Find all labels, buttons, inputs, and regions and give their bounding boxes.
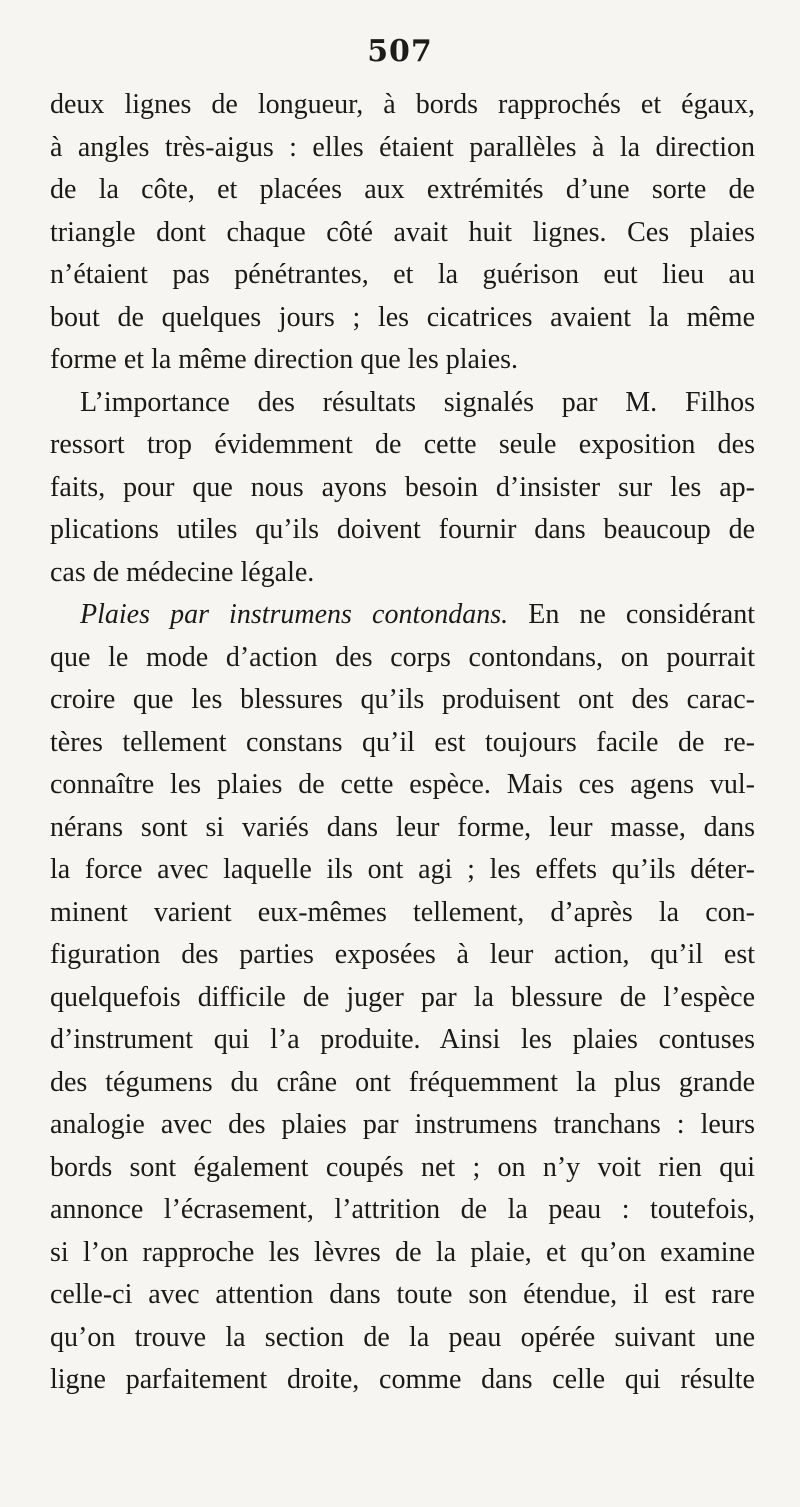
text-line: ressort trop évidemment de cette seule exposition des — [50, 429, 755, 460]
text-line: faits, pour que nous ayons besoin d’insister sur les ap- — [50, 471, 755, 503]
text-line: deux lignes de longueur, à bords rapprochés et égaux, — [50, 89, 755, 120]
body-text — [50, 84, 755, 1402]
text-line: bout de quelques jours ; les cicatrices avaient la même — [50, 301, 755, 333]
text-line: cas de médecine légale. — [50, 556, 315, 588]
text-line: de la côte, et placées aux extrémités d’une sorte de — [50, 174, 755, 205]
page-number: 507 — [367, 34, 433, 69]
text-line: si l’on rapproche les lèvres de la plaie, et qu’on examine — [50, 1236, 755, 1268]
text-line: des tégumens du crâne ont fréquemment la plus grande — [50, 1066, 755, 1098]
text-line: croire que les blessures qu’ils produisent ont des carac- — [50, 684, 755, 715]
text-line: celle-ci avec attention dans toute son étendue, il est rare — [50, 1279, 755, 1310]
text-line: ligne parfaitement droite, comme dans celle qui résulte — [50, 1364, 755, 1395]
text-line: minent varient eux-mêmes tellement, d’après la con- — [50, 896, 755, 928]
text-line: qu’on trouve la section de la peau opérée suivant une — [50, 1321, 755, 1353]
text-fragment: En ne considérant — [508, 599, 755, 630]
text-line: quelquefois difficile de juger par la blessure de l’espèce — [50, 981, 755, 1013]
text-line: que le mode d’action des corps contondans, on pourrait — [50, 641, 755, 673]
text-line: bords sont également coupés net ; on n’y voit rien qui — [50, 1151, 755, 1183]
text-line: L’importance des résultats signalés par M. Filhos — [80, 386, 755, 418]
text-line: plications utiles qu’ils doivent fournir dans beaucoup de — [50, 514, 755, 545]
text-line: figuration des parties exposées à leur action, qu’il est — [50, 939, 755, 970]
text-line: nérans sont si variés dans leur forme, leur masse, dans — [50, 811, 755, 843]
text-line: d’instrument qui l’a produite. Ainsi les plaies contuses — [50, 1024, 755, 1055]
section-heading: Plaies par instrumens contondans. — [80, 599, 509, 630]
text-line: annonce l’écrasement, l’attrition de la peau : toutefois, — [50, 1194, 755, 1225]
text-line: forme et la même direction que les plaies. — [50, 344, 519, 375]
text-line: connaître les plaies de cette espèce. Mais ces agens vul- — [50, 769, 755, 800]
text-line: triangle dont chaque côté avait huit lignes. Ces plaies — [50, 216, 755, 248]
text-line — [50, 594, 755, 637]
text-line: analogie avec des plaies par instrumens tranchans : leurs — [50, 1109, 755, 1140]
text-line: la force avec laquelle ils ont agi ; les effets qu’ils déter- — [50, 854, 755, 885]
text-line: n’étaient pas pénétrantes, et la guérison eut lieu au — [50, 259, 755, 290]
text-line: tères tellement constans qu’il est toujours facile de re- — [50, 726, 755, 758]
text-line: à angles très-aigus : elles étaient parallèles à la direction — [50, 131, 755, 163]
